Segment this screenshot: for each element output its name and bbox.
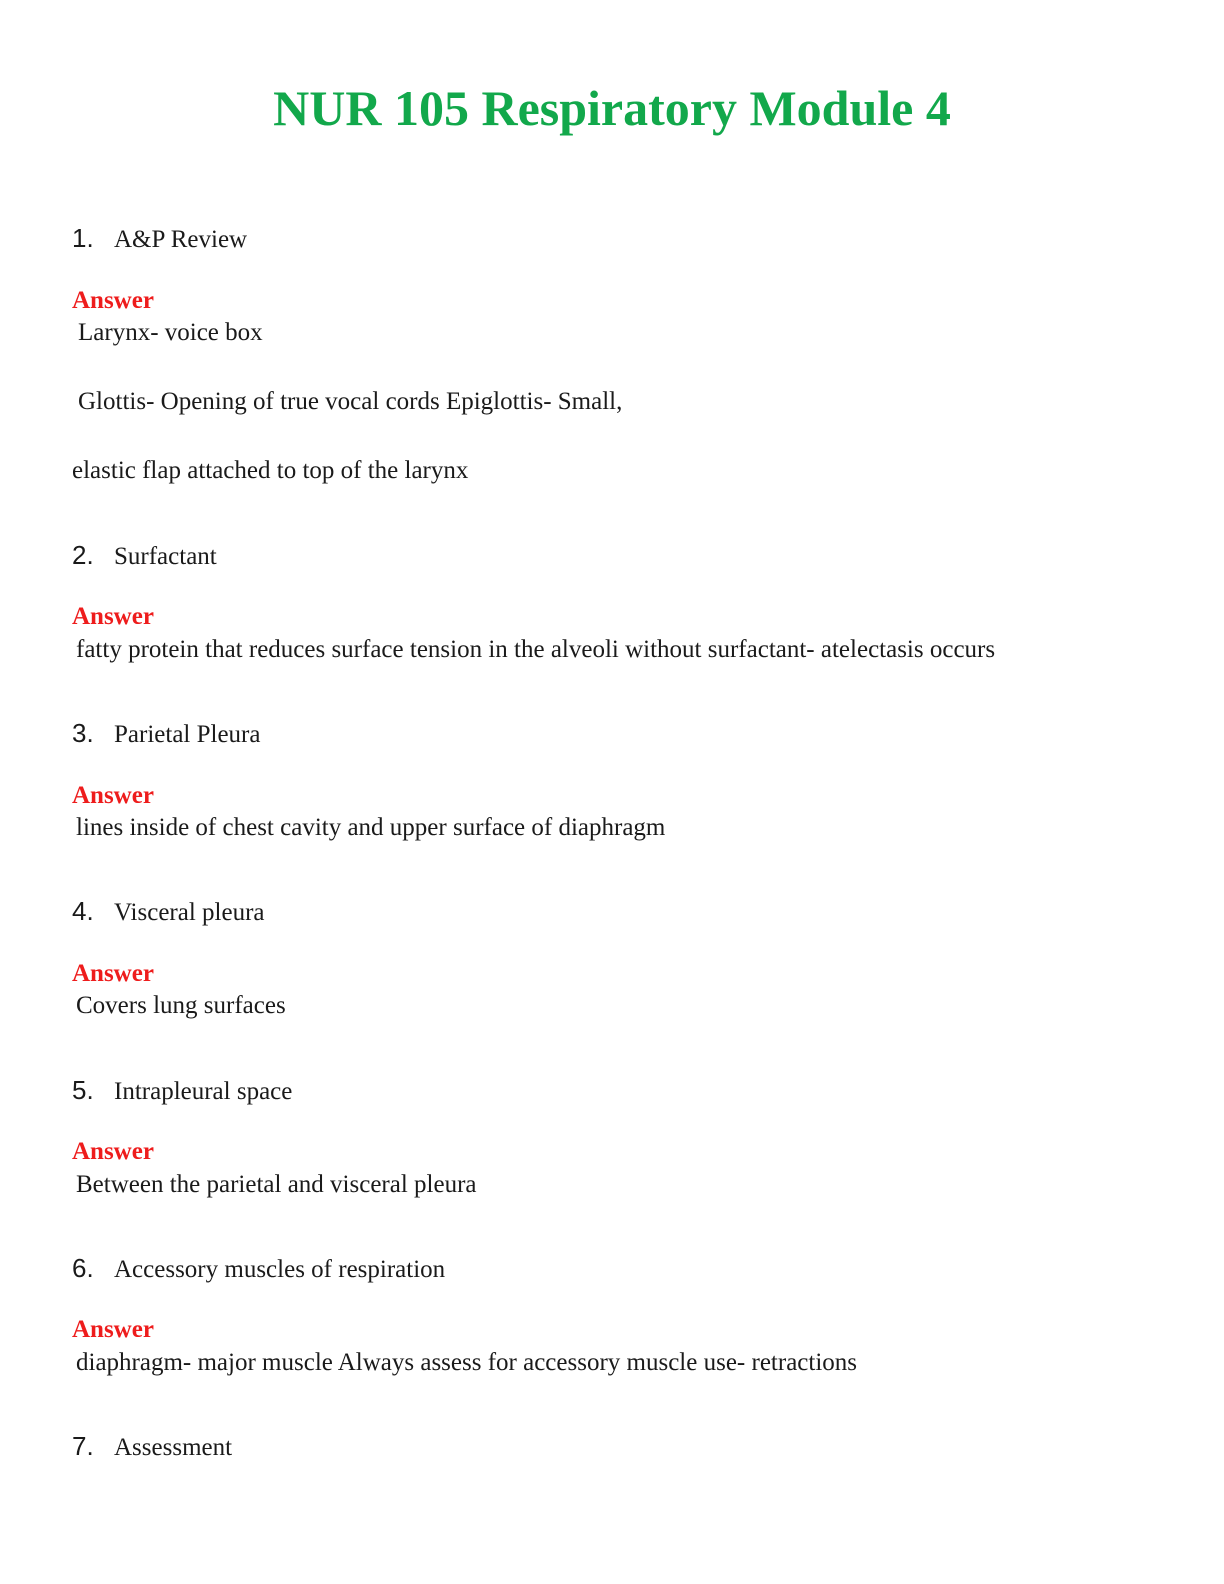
question-5 [72,1075,292,1107]
answer-4-line-1: Covers lung surfaces [76,992,286,1019]
answer-label-1: Answer [72,287,154,314]
question-text: Accessory muscles of respiration [114,1256,446,1283]
answer-label-4: Answer [72,960,154,987]
question-number: 2. [72,540,94,570]
question-7 [72,1431,232,1463]
answer-label-5: Answer [72,1138,154,1165]
question-number: 3. [72,718,94,748]
question-6 [72,1253,445,1285]
question-text: Surfactant [114,543,217,570]
question-text: Visceral pleura [114,899,265,926]
question-1 [72,223,247,255]
answer-label-3: Answer [72,782,154,809]
question-number: 6. [72,1253,94,1283]
answer-5-line-1: Between the parietal and visceral pleura [76,1171,477,1198]
question-text: Assessment [114,1434,233,1461]
answer-6-line-1: diaphragm- major muscle Always assess for accessory muscle use- retractions [76,1349,858,1376]
question-text: A&P Review [114,226,248,253]
question-4 [72,896,265,928]
answer-2-line-1: fatty protein that reduces surface tension in the alveoli without surfactant- atelectasis occurs [76,636,996,663]
question-number: 7. [72,1431,94,1461]
question-number: 5. [72,1075,94,1105]
question-number: 4. [72,896,94,926]
document-title: NUR 105 Respiratory Module 4 [273,80,951,136]
answer-1-line-3: elastic flap attached to top of the larynx [72,457,469,484]
question-text: Parietal Pleura [114,721,261,748]
answer-1-line-2: Glottis- Opening of true vocal cords Epiglottis- Small, [78,388,623,415]
answer-3-line-1: lines inside of chest cavity and upper surface of diaphragm [76,814,666,841]
question-2 [72,540,217,572]
answer-label-2: Answer [72,603,154,630]
answer-label-6: Answer [72,1316,154,1343]
question-number: 1. [72,223,94,253]
question-text: Intrapleural space [114,1078,293,1105]
question-3 [72,718,260,750]
answer-1-line-1: Larynx- voice box [78,319,263,346]
